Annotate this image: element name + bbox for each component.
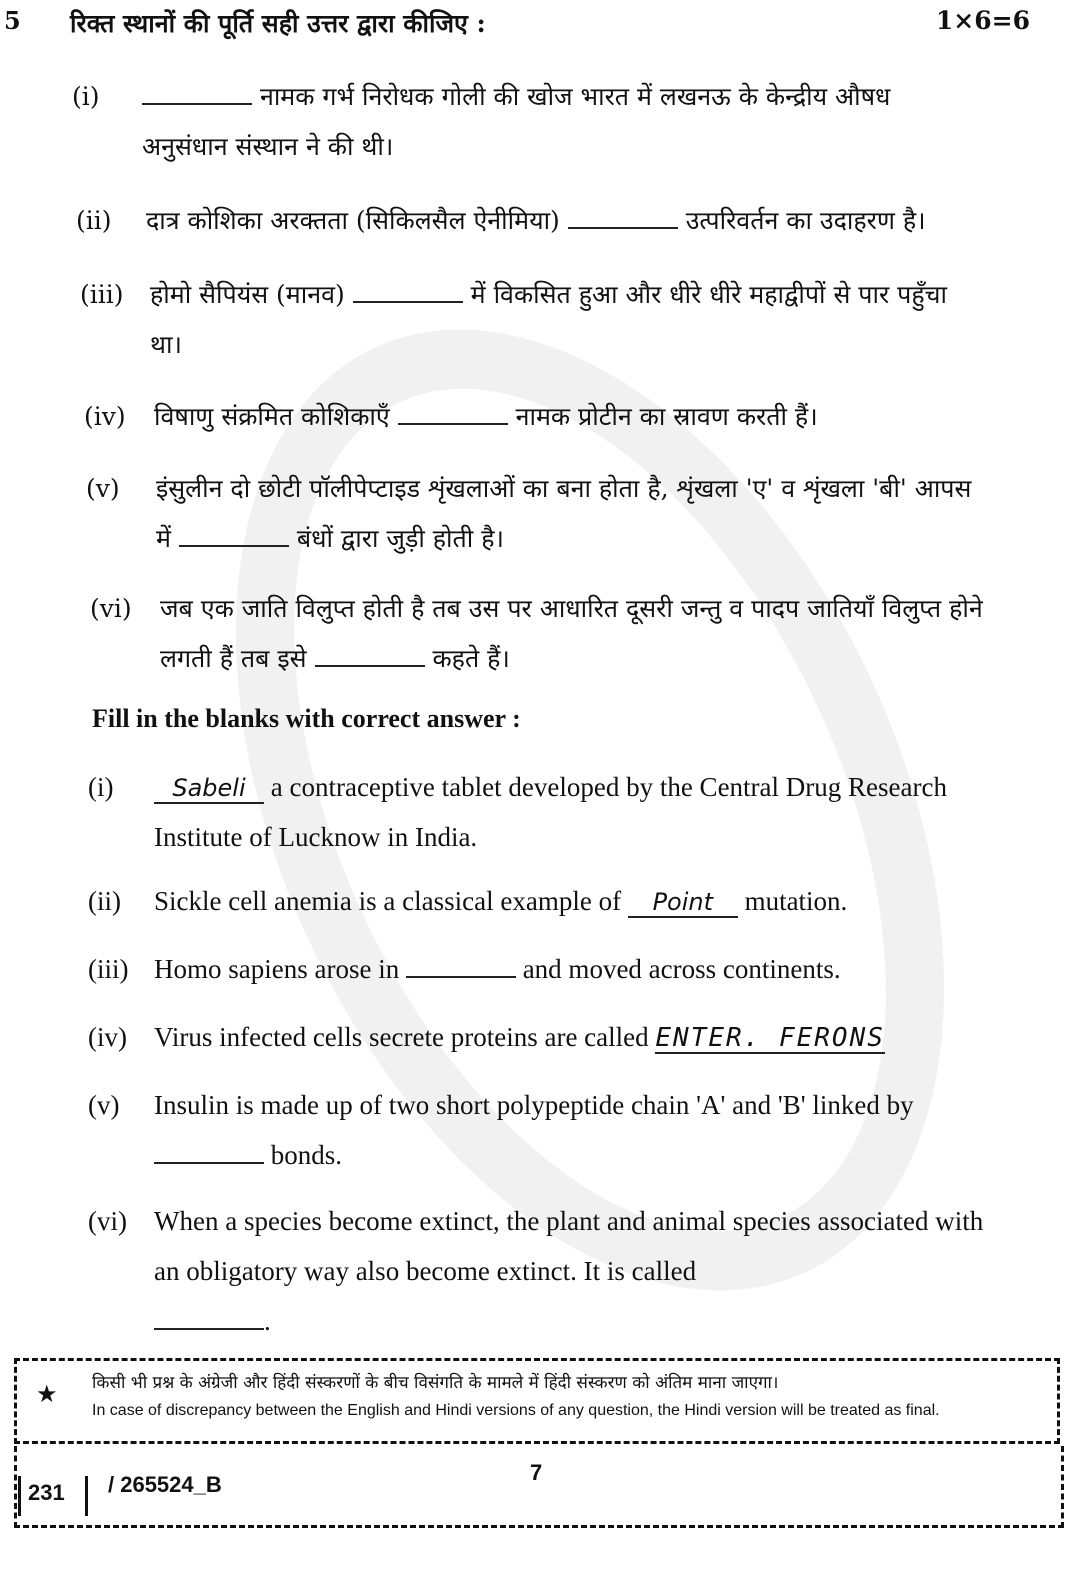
handwritten-answer: ENTER. FERONS [655,1023,885,1053]
blank [406,956,516,978]
star-icon: ★ [36,1380,58,1408]
blank [154,1142,264,1164]
question-number: 5 [4,6,21,35]
handwritten-answer: Point [628,888,738,918]
paper-code: 231 [28,1480,65,1505]
blank [154,1308,264,1330]
blank [398,403,508,425]
handwritten-answer: Sabeli [154,774,264,804]
page-number: 7 [530,1460,543,1485]
blank [568,207,678,229]
paper-set-code: / 265524_B [108,1472,222,1497]
blank [353,281,463,303]
blank [315,645,425,667]
notice-hindi: किसी भी प्रश्न के अंग्रेजी और हिंदी संस्करणों के बीच विसंगति के मामले में हिंदी संस्करण को अंतिम माना जाएगा। [92,1373,779,1393]
marks-label: 1×6=6 [935,6,1030,35]
notice-english: In case of discrepancy between the English and Hindi versions of any question, the Hindi version will be treated as final. [92,1402,940,1419]
heading-english: Fill in the blanks with correct answer : [92,704,521,733]
blank [179,525,289,547]
blank [142,83,252,105]
heading-hindi: रिक्त स्थानों की पूर्ति सही उत्तर द्वारा कीजिए : [70,9,486,38]
